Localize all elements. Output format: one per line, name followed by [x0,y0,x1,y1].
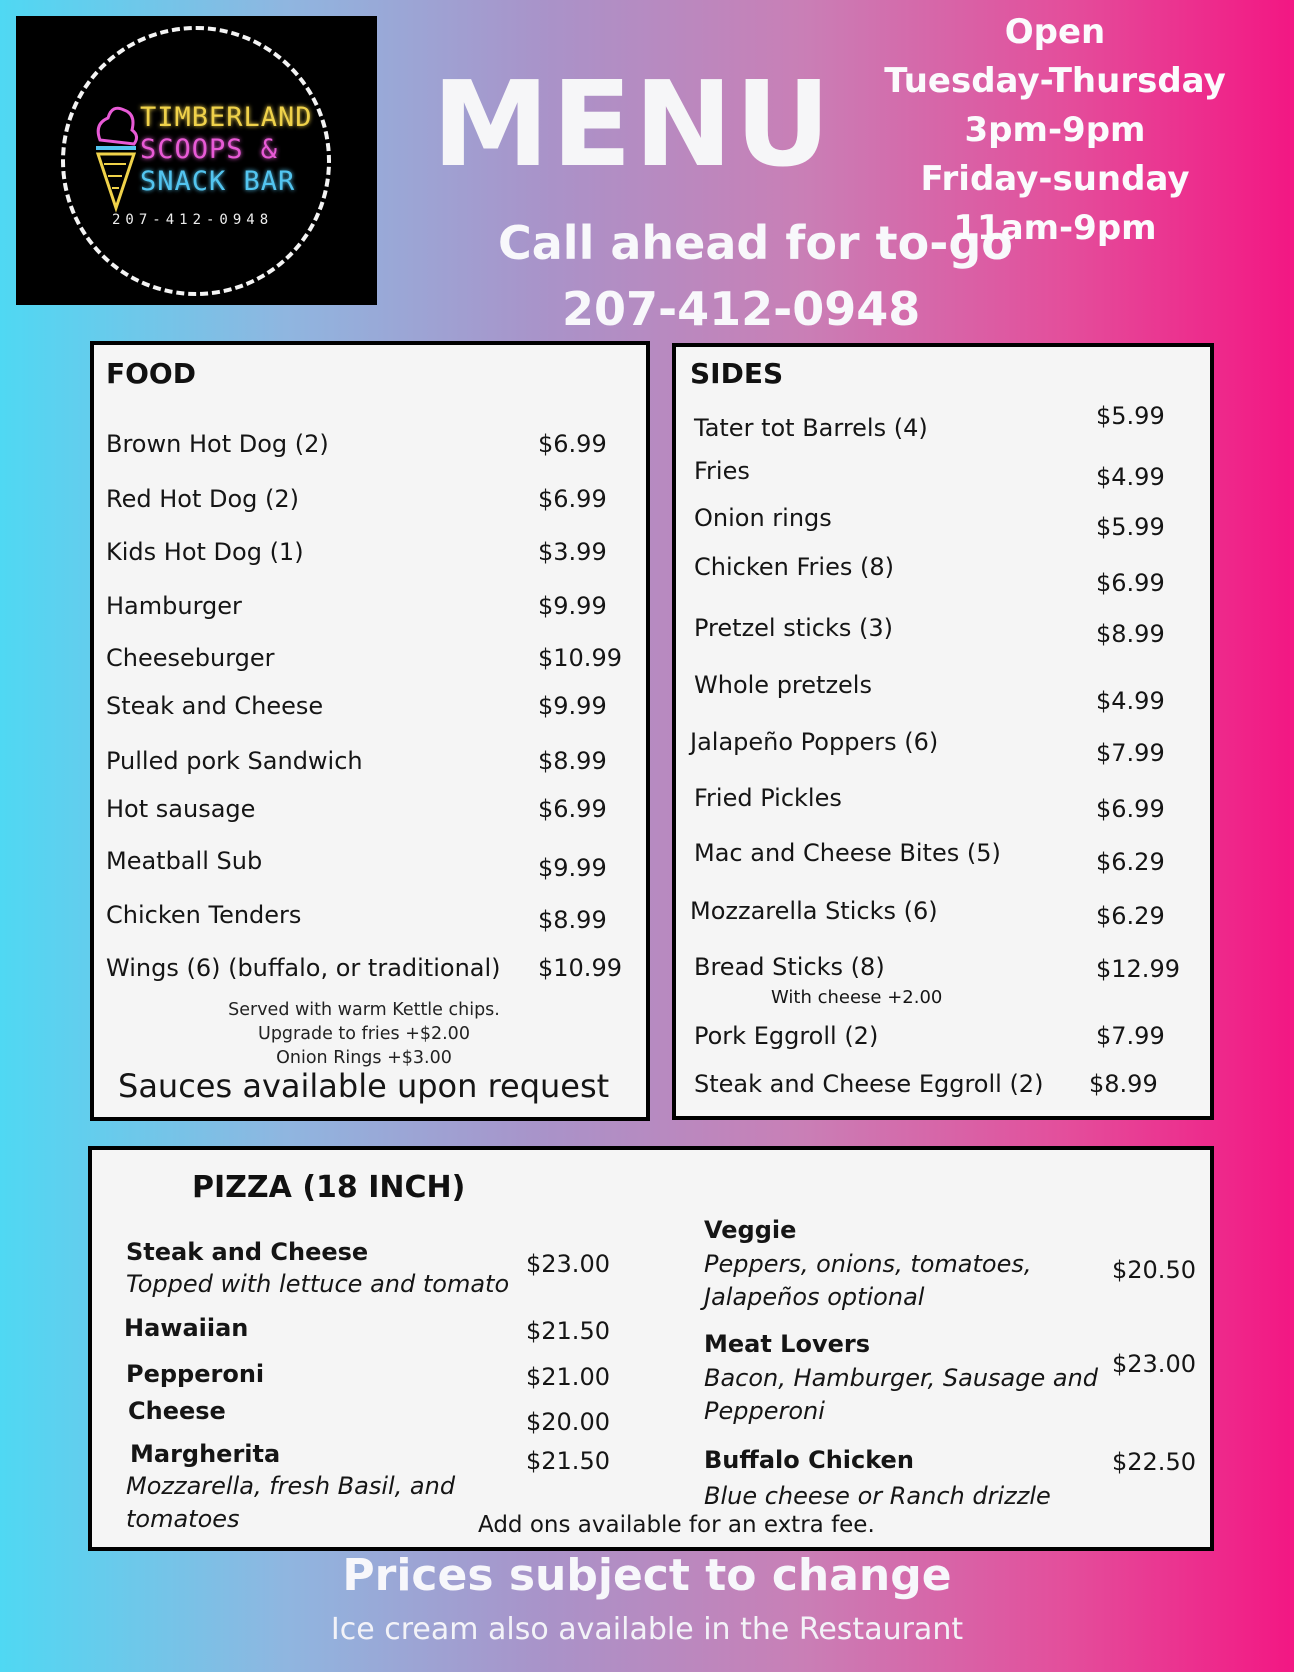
side-item-price: $5.99 [1096,402,1165,430]
pizza-price: $22.50 [1112,1448,1196,1476]
opening-hours [880,8,1230,253]
logo-phone: 207-412-0948 [112,212,274,228]
side-item-price: $4.99 [1096,463,1165,491]
call-phone-number[interactable]: 207-412-0948 [562,282,921,336]
pizza-price: $21.50 [526,1317,610,1345]
food-item-name: Red Hot Dog (2) [106,485,300,513]
side-item-price: $12.99 [1096,955,1180,983]
ice-cream-note: Ice cream also available in the Restaurant [330,1612,964,1647]
pizza-name: Pepperoni [126,1360,265,1388]
side-item-name: Jalapeño Poppers (6) [690,728,939,756]
pizza-description: Bacon, Hamburger, Sausage and [704,1364,1099,1392]
prices-disclaimer: Prices subject to change [342,1550,952,1601]
ice-cream-cone-icon [86,100,146,220]
pizza-name: Veggie [704,1216,797,1244]
food-item-name: Steak and Cheese [106,692,324,720]
pizza-name: Margherita [130,1440,281,1468]
food-item-price: $9.99 [538,854,607,882]
side-item-price: $5.99 [1096,513,1165,541]
side-item-name: Pretzel sticks (3) [694,614,894,642]
food-item-price: $9.99 [538,692,607,720]
food-item-price: $10.99 [538,954,622,982]
logo-line-3: SNACK BAR [140,166,296,197]
pizza-description: Jalapeños optional [704,1283,925,1311]
food-item-name: Meatball Sub [106,847,263,875]
side-item-name: Bread Sticks (8) [694,953,885,981]
food-item-price: $6.99 [538,485,607,513]
food-item-price: $8.99 [538,747,607,775]
side-item-price: $6.99 [1096,795,1165,823]
page-title: MENU [432,55,833,193]
pizza-price: $21.50 [526,1447,610,1475]
food-item-name: Hamburger [106,592,242,620]
sides-section [672,343,1214,1120]
food-item-name: Chicken Tenders [106,901,302,929]
pizza-description: Pepperoni [704,1397,825,1425]
food-item-price: $10.99 [538,644,622,672]
food-section [90,341,650,1121]
food-item-price: $3.99 [538,538,607,566]
pizza-price: $23.00 [526,1250,610,1278]
food-item-name: Pulled pork Sandwich [106,747,363,775]
side-item-price: $7.99 [1096,739,1165,767]
call-ahead-text: Call ahead for to-go [498,216,1013,270]
pizza-description: Mozzarella, fresh Basil, and [126,1472,456,1500]
pizza-addons-note: Add ons available for an extra fee. [478,1512,875,1538]
pizza-heading: PIZZA (18 INCH) [192,1170,466,1205]
food-note-fries: Upgrade to fries +$2.00 [258,1024,470,1044]
hours-line-open: Open [1004,12,1106,52]
food-item-price: $6.99 [538,430,607,458]
pizza-price: $21.00 [526,1363,610,1391]
hours-line-weekend: Friday-sunday [920,159,1190,199]
side-item-name: Steak and Cheese Eggroll (2) [694,1070,1044,1098]
food-item-name: Cheeseburger [106,644,275,672]
hours-line-weekdays: Tuesday-Thursday [884,61,1226,101]
side-item-name: Mac and Cheese Bites (5) [694,839,1001,867]
pizza-description: Blue cheese or Ranch drizzle [704,1482,1051,1510]
food-note-chips: Served with warm Kettle chips. [228,1000,500,1020]
side-item-name: Tater tot Barrels (4) [694,414,928,442]
side-item-name: Onion rings [694,504,832,532]
pizza-name: Meat Lovers [704,1330,871,1358]
side-item-name: Fried Pickles [694,784,842,812]
food-item-price: $6.99 [538,795,607,823]
side-item-price: $4.99 [1096,687,1165,715]
pizza-section [88,1146,1214,1551]
pizza-price: $20.50 [1112,1256,1196,1284]
side-item-name: Chicken Fries (8) [694,553,894,581]
pizza-name: Buffalo Chicken [704,1446,914,1474]
food-item-price: $8.99 [538,906,607,934]
side-item-price: $6.29 [1096,848,1165,876]
pizza-description: tomatoes [126,1505,240,1533]
pizza-name: Hawaiian [124,1314,249,1342]
side-item-name: Whole pretzels [694,671,872,699]
food-item-name: Kids Hot Dog (1) [106,538,304,566]
sides-heading: SIDES [690,357,784,390]
side-item-price: $7.99 [1096,1022,1165,1050]
side-item-price: $6.29 [1096,902,1165,930]
pizza-price: $20.00 [526,1408,610,1436]
side-item-name: Fries [694,457,750,485]
logo-line-1: TIMBERLAND [140,102,313,133]
food-heading: FOOD [106,357,196,390]
sauces-note: Sauces available upon request [118,1067,610,1105]
pizza-name: Steak and Cheese [126,1238,369,1266]
food-item-name: Hot sausage [106,795,256,823]
food-item-name: Wings (6) (buffalo, or traditional) [106,954,501,982]
side-item-price: $8.99 [1089,1070,1158,1098]
pizza-description: Peppers, onions, tomatoes, [704,1250,1032,1278]
hours-line-weekday-time: 3pm-9pm [964,110,1146,150]
side-item-name: Mozzarella Sticks (6) [690,897,938,925]
bread-sticks-cheese-note: With cheese +2.00 [771,987,943,1008]
food-item-name: Brown Hot Dog (2) [106,430,329,458]
pizza-description: Topped with lettuce and tomato [126,1270,510,1298]
side-item-name: Pork Eggroll (2) [694,1022,879,1050]
side-item-price: $6.99 [1096,569,1165,597]
hours-line-weekend-time: 11am-9pm [953,208,1157,248]
food-note-onion-rings: Onion Rings +$3.00 [276,1048,452,1068]
side-item-price: $8.99 [1096,620,1165,648]
logo-line-2: SCOOPS & [140,134,279,165]
food-item-price: $9.99 [538,592,607,620]
pizza-name: Cheese [128,1397,226,1425]
pizza-price: $23.00 [1112,1350,1196,1378]
logo [16,16,377,305]
